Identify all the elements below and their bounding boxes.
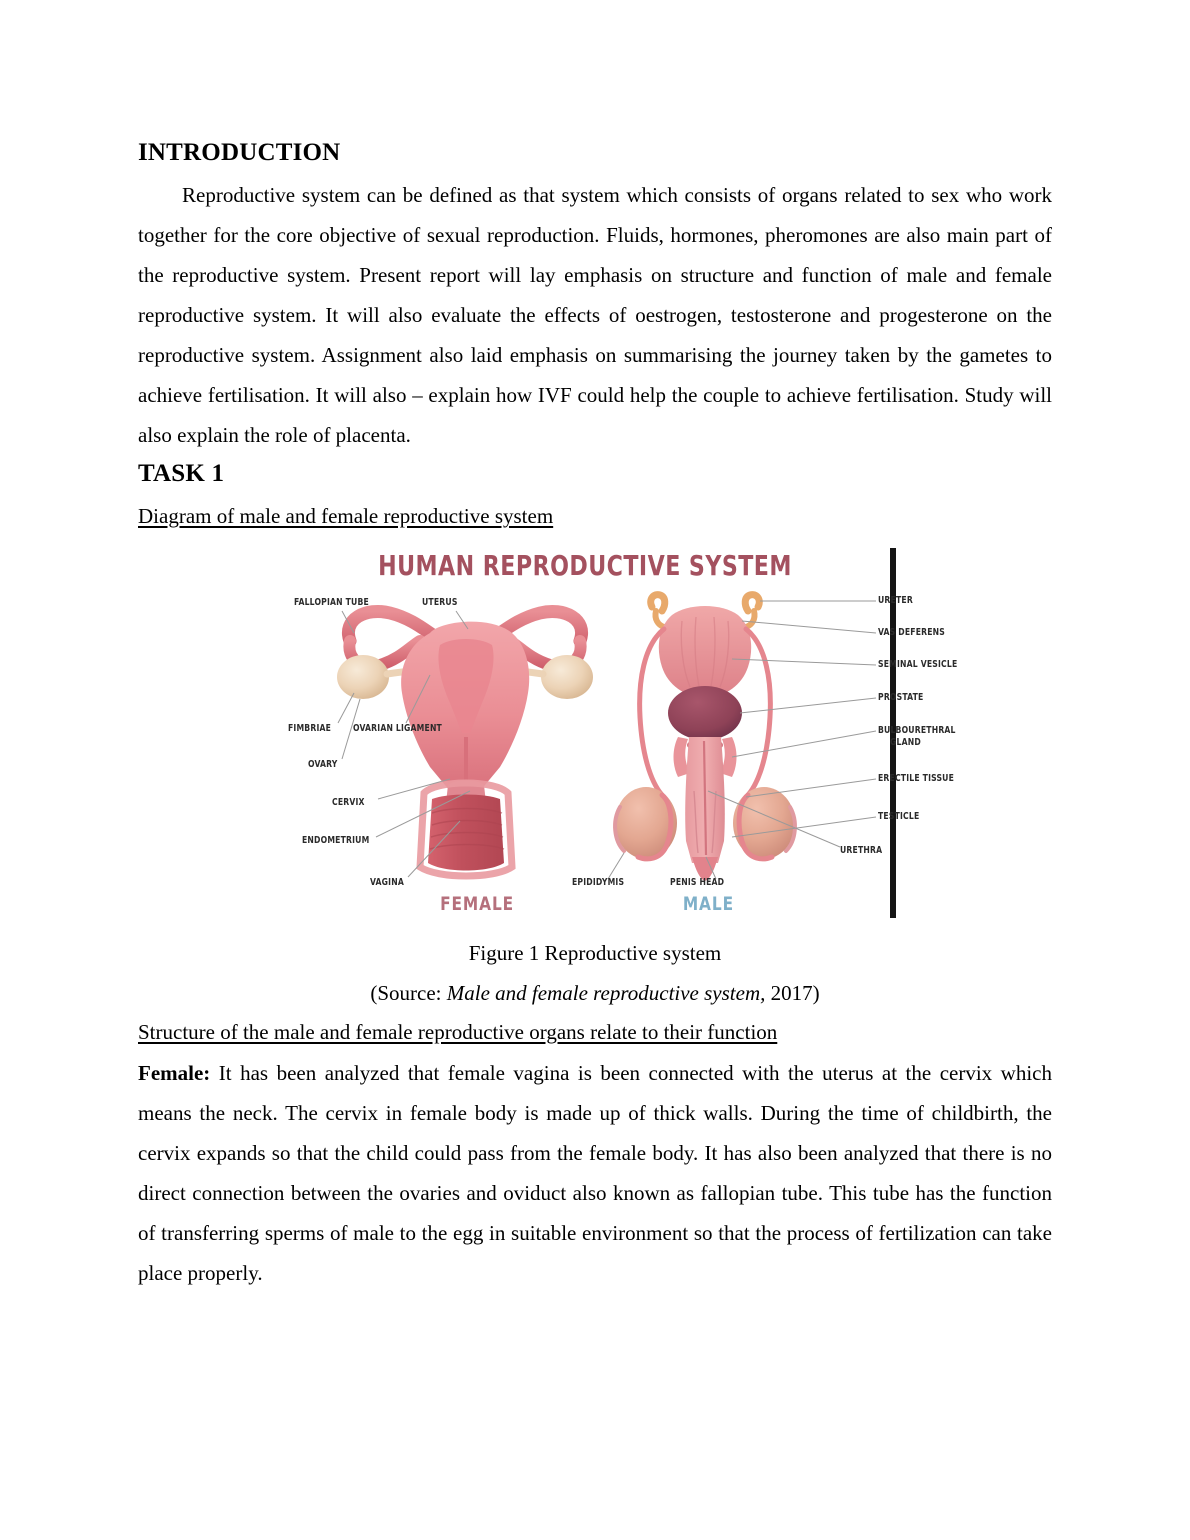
diagram-label-epididymis: EPIDIDYMIS	[572, 877, 625, 888]
source-year: 2017)	[765, 981, 820, 1005]
reproductive-system-diagram	[280, 541, 958, 933]
diagram-label-vagina: VAGINA	[370, 877, 404, 888]
anatomy-illustration	[280, 541, 890, 933]
diagram-caption-female: FEMALE	[440, 893, 515, 915]
document-content	[138, 138, 1052, 1293]
diagram-label-gland: GLAND	[890, 737, 921, 748]
page-title: INTRODUCTION	[138, 139, 341, 166]
female-bold-label: Female:	[138, 1061, 211, 1085]
diagram-label-erectile-tissue: ERECTILE TISSUE	[878, 773, 955, 784]
diagram-label-penis-head: PENIS HEAD	[670, 877, 725, 888]
diagram-subheading: Diagram of male and female reproductive system	[138, 504, 554, 528]
diagram-label-endometrium: ENDOMETRIUM	[302, 835, 370, 846]
diagram-label-ovary: OVARY	[308, 759, 338, 770]
female-paragraph	[138, 1053, 1052, 1293]
diagram-caption-male: MALE	[682, 893, 734, 915]
diagram-label-urethra: URETHRA	[840, 845, 883, 856]
diagram-label-cervix: CERVIX	[332, 797, 365, 808]
diagram-title: HUMAN REPRODUCTIVE SYSTEM	[378, 549, 792, 582]
source-prefix: (Source:	[370, 981, 447, 1005]
diagram-label-ovarian-ligament: OVARIAN LIGAMENT	[353, 723, 443, 734]
diagram-label-fallopian-tube: FALLOPIAN TUBE	[294, 597, 369, 608]
diagram-label-testicle: TESTICLE	[878, 811, 920, 822]
diagram-label-uterus: UTERUS	[422, 597, 458, 608]
figure-source	[138, 973, 1052, 1013]
diagram-label-fimbriae: FIMBRIAE	[288, 723, 332, 734]
diagram-label-prostate: PROSTATE	[878, 692, 924, 703]
female-paragraph-text: It has been analyzed that female vagina is been connected with the uterus at the cervix which means the neck. The cervix in female body is made up of thick walls. During the time of childbirth, the cervix expands so that the child could pass from the female body. It has also been analyzed that there is no direct connection between the ovaries and oviduct also known as fallopian tube. This tube has the function of transferring sperms of male to the egg in suitable environment so that the process of fertilization can take place properly.	[138, 1061, 1052, 1285]
source-title: Male and female reproductive system,	[446, 981, 766, 1005]
figure-caption: Figure 1 Reproductive system	[468, 941, 722, 965]
diagram-label-ureter: URETER	[878, 595, 913, 606]
diagram-label-bulbourethral: BULBOURETHRAL	[878, 725, 956, 736]
diagram-label-vas-deferens: VAS DEFERENS	[878, 627, 946, 638]
figure-1-wrapper	[138, 541, 1052, 933]
intro-paragraph: Reproductive system can be defined as that system which consists of organs related to sex who work together for the core objective of sexual reproduction. Fluids, hormones, pheromones are also main part of the reproductive system. Present report will lay emphasis on structure and function of male and female reproductive system. It will also evaluate the effects of oestrogen, testosterone and progesterone on the reproductive system. Assignment also laid emphasis on summarising the journey taken by the gametes to achieve fertilisation. It will also – explain how IVF could help the couple to achieve fertilisation. Study will also explain the role of placenta.	[138, 182, 1052, 447]
male-anatomy	[615, 595, 795, 881]
task1-heading: TASK 1	[138, 459, 225, 487]
female-anatomy	[337, 611, 593, 876]
structure-subheading: Structure of the male and female reproductive organs relate to their function	[138, 1020, 778, 1044]
diagram-label-seminal-vesicle: SEMINAL VESICLE	[878, 659, 958, 670]
